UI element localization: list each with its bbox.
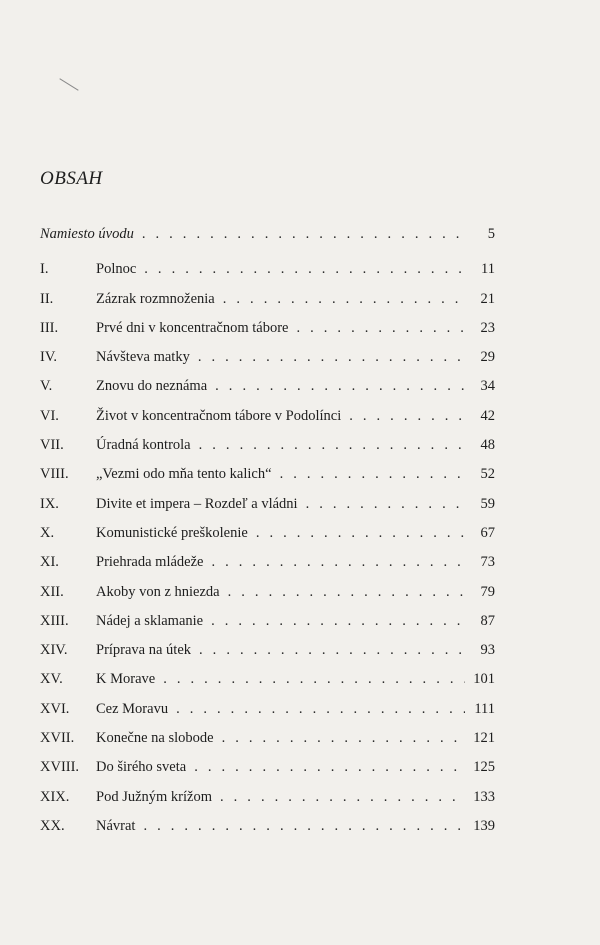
dot-leader bbox=[142, 226, 465, 243]
toc-entry-label: Namiesto úvodu bbox=[40, 226, 134, 242]
toc-entry-page: 5 bbox=[487, 226, 495, 242]
chapter-title: Zázrak rozmnoženia bbox=[96, 290, 215, 307]
dot-leader bbox=[211, 613, 465, 630]
chapter-number: VIII. bbox=[40, 466, 69, 483]
chapter-number: IX. bbox=[40, 495, 59, 512]
chapter-number: XII. bbox=[40, 583, 64, 600]
chapter-number: I. bbox=[40, 261, 49, 278]
chapter-title: Konečne na slobode bbox=[96, 730, 214, 747]
toc-entry-intro bbox=[40, 226, 495, 255]
chapter-title: Návšteva matky bbox=[96, 349, 190, 366]
dot-leader bbox=[143, 818, 465, 835]
dot-leader bbox=[199, 642, 465, 659]
chapter-number: VII. bbox=[40, 437, 64, 454]
dot-leader bbox=[163, 671, 465, 688]
chapter-title: Polnoc bbox=[96, 261, 137, 278]
chapter-page: 42 bbox=[480, 407, 495, 424]
chapter-number: XIV. bbox=[40, 642, 68, 659]
chapter-number: X. bbox=[40, 524, 55, 541]
chapter-page: 67 bbox=[480, 524, 495, 541]
chapter-number: VI. bbox=[40, 407, 59, 424]
chapter-page: 52 bbox=[480, 466, 495, 483]
chapter-title: Do širého sveta bbox=[96, 759, 187, 776]
chapter-number: XIX. bbox=[40, 788, 70, 805]
toc-entry bbox=[40, 642, 495, 671]
chapter-title: Znovu do neznáma bbox=[96, 378, 208, 395]
chapter-page: 79 bbox=[480, 583, 495, 600]
toc-entry bbox=[40, 789, 495, 818]
chapter-number: V. bbox=[40, 378, 53, 395]
dot-leader bbox=[194, 759, 465, 776]
toc-entry bbox=[40, 261, 495, 290]
toc-entry bbox=[40, 554, 495, 583]
pencil-mark bbox=[59, 78, 78, 91]
toc-entry bbox=[40, 525, 495, 554]
chapter-title: Návrat bbox=[96, 817, 136, 834]
chapter-page: 34 bbox=[480, 378, 495, 395]
chapter-number: II. bbox=[40, 290, 54, 307]
toc-entry bbox=[40, 701, 495, 730]
dot-leader bbox=[176, 701, 465, 718]
toc-entry bbox=[40, 466, 495, 495]
chapter-title: Divite et impera – Rozdeľ a vládni bbox=[96, 495, 298, 512]
chapter-title: Komunistické preškolenie bbox=[96, 524, 248, 541]
chapter-title: „Vezmi odo mňa tento kalich“ bbox=[96, 466, 272, 483]
chapter-number: IV. bbox=[40, 349, 58, 366]
dot-leader bbox=[222, 730, 465, 747]
toc-entry bbox=[40, 818, 495, 847]
toc-entry bbox=[40, 671, 495, 700]
dot-leader bbox=[349, 408, 465, 425]
chapter-number: XVIII. bbox=[40, 759, 80, 776]
chapter-number: XI. bbox=[40, 554, 59, 571]
dot-leader bbox=[144, 261, 465, 278]
toc-entry bbox=[40, 759, 495, 788]
chapter-page: 87 bbox=[480, 612, 495, 629]
chapter-number: XV. bbox=[40, 671, 63, 688]
toc-entry bbox=[40, 496, 495, 525]
toc-entry bbox=[40, 291, 495, 320]
chapter-number: XVI. bbox=[40, 700, 70, 717]
chapter-title: Život v koncentračnom tábore v Podolínci bbox=[96, 407, 342, 424]
chapter-number: III. bbox=[40, 319, 59, 336]
chapter-title: Priehrada mládeže bbox=[96, 554, 204, 571]
dot-leader bbox=[215, 378, 465, 395]
dot-leader bbox=[256, 525, 465, 542]
chapter-title: Úradná kontrola bbox=[96, 437, 191, 454]
dot-leader bbox=[220, 789, 465, 806]
toc-entry bbox=[40, 349, 495, 378]
chapter-page: 29 bbox=[480, 349, 495, 366]
chapter-page: 23 bbox=[480, 319, 495, 336]
chapter-page: 133 bbox=[473, 788, 495, 805]
toc-entry bbox=[40, 408, 495, 437]
toc-entry bbox=[40, 437, 495, 466]
chapter-page: 121 bbox=[473, 730, 495, 747]
page-title: OBSAH bbox=[40, 168, 103, 189]
chapter-number: XVII. bbox=[40, 730, 75, 747]
toc-entry bbox=[40, 378, 495, 407]
chapter-title: Pod Južným krížom bbox=[96, 788, 212, 805]
toc-entry bbox=[40, 613, 495, 642]
chapter-page: 139 bbox=[473, 817, 495, 834]
chapter-title: Prvé dni v koncentračnom tábore bbox=[96, 319, 289, 336]
dot-leader bbox=[211, 554, 465, 571]
chapter-title: Cez Moravu bbox=[96, 700, 169, 717]
chapter-page: 93 bbox=[480, 642, 495, 659]
toc-entry bbox=[40, 730, 495, 759]
chapter-title: Príprava na útek bbox=[96, 642, 192, 659]
chapter-page: 111 bbox=[474, 700, 495, 717]
chapter-page: 125 bbox=[473, 759, 495, 776]
dot-leader bbox=[228, 584, 465, 601]
chapter-page: 59 bbox=[480, 495, 495, 512]
dot-leader bbox=[199, 437, 465, 454]
chapter-page: 21 bbox=[480, 290, 495, 307]
chapter-page: 101 bbox=[473, 671, 495, 688]
table-of-contents bbox=[40, 226, 495, 847]
chapter-number: XX. bbox=[40, 817, 65, 834]
toc-entry bbox=[40, 584, 495, 613]
chapter-title: Nádej a sklamanie bbox=[96, 612, 204, 629]
chapter-title: K Morave bbox=[96, 671, 156, 688]
dot-leader bbox=[280, 466, 465, 483]
dot-leader bbox=[223, 291, 465, 308]
dot-leader bbox=[306, 496, 465, 513]
chapter-number: XIII. bbox=[40, 612, 69, 629]
chapter-page: 11 bbox=[481, 261, 495, 278]
toc-entry bbox=[40, 320, 495, 349]
chapter-page: 48 bbox=[480, 437, 495, 454]
dot-leader bbox=[296, 320, 465, 337]
dot-leader bbox=[198, 349, 465, 366]
chapter-page: 73 bbox=[480, 554, 495, 571]
chapter-title: Akoby von z hniezda bbox=[96, 583, 220, 600]
